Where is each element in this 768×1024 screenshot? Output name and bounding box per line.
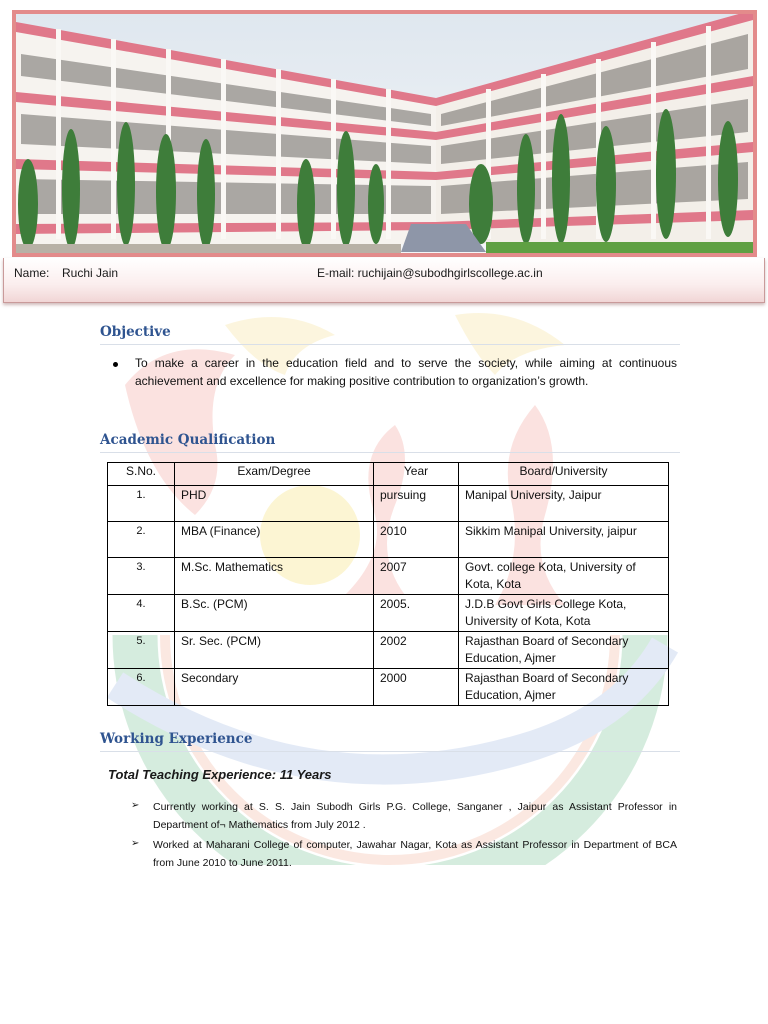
cell-sno: 6. [108, 669, 175, 706]
table-row [108, 669, 669, 706]
column-header-exam: Exam/Degree [175, 463, 374, 486]
cell-board: Manipal University, Jaipur [459, 486, 669, 522]
email-address: E-mail: ruchijain@subodhgirlscollege.ac.in [317, 266, 543, 280]
objective-text: To make a career in the education field and to serve the society, while aiming at continuous achievement and excellence for making positive contribution to organization’s growth. [135, 356, 677, 388]
cell-exam: MBA (Finance) [175, 522, 374, 558]
column-header-board: Board/University [459, 463, 669, 486]
objective-heading: Objective [100, 324, 680, 345]
experience-item: Worked at Maharani College of computer, Jawahar Nagar, Kota as Assistant Professor in Department of BCA from June 2010 to June 2011. [153, 839, 677, 869]
contact-bar [3, 258, 765, 303]
college-building-photo [12, 10, 757, 257]
table-row [108, 558, 669, 595]
cell-board: J.D.B Govt Girls College Kota, University of Kota, Kota [459, 595, 669, 632]
cell-year: 2002 [374, 632, 459, 669]
building-illustration [16, 14, 753, 253]
cell-year: 2005. [374, 595, 459, 632]
table-row [108, 632, 669, 669]
cell-exam: B.Sc. (PCM) [175, 595, 374, 632]
cell-exam: PHD [175, 486, 374, 522]
cell-sno: 5. [108, 632, 175, 669]
cell-board: Rajasthan Board of Secondary Education, Ajmer [459, 669, 669, 706]
cell-year: pursuing [374, 486, 459, 522]
cell-exam: M.Sc. Mathematics [175, 558, 374, 595]
experience-item: Currently working at S. S. Jain Subodh Girls P.G. College, Sanganer , Jaipur as Assistant Professor in Department of¬ Mathematics from July 2012 . [153, 801, 677, 831]
name-label: Name: [14, 266, 50, 280]
cell-year: 2007 [374, 558, 459, 595]
cell-exam: Secondary [175, 669, 374, 706]
cell-year: 2010 [374, 522, 459, 558]
cell-sno: 4. [108, 595, 175, 632]
cell-board: Govt. college Kota, University of Kota, Kota [459, 558, 669, 595]
table-row [108, 486, 669, 522]
cell-sno: 3. [108, 558, 175, 595]
qualification-table [107, 462, 669, 706]
bullet-icon [113, 362, 118, 367]
cell-year: 2000 [374, 669, 459, 706]
cell-exam: Sr. Sec. (PCM) [175, 632, 374, 669]
total-experience: Total Teaching Experience: 11 Years [108, 767, 332, 782]
name-value: Ruchi Jain [62, 266, 119, 280]
table-row [108, 595, 669, 632]
table-row [108, 522, 669, 558]
arrow-bullet-icon: ➢ [131, 800, 140, 811]
cell-sno: 1. [108, 486, 175, 522]
cell-board: Rajasthan Board of Secondary Education, Ajmer [459, 632, 669, 669]
academic-heading: Academic Qualification [100, 432, 680, 453]
table-header-row [108, 463, 669, 486]
cell-sno: 2. [108, 522, 175, 558]
cell-board: Sikkim Manipal University, jaipur [459, 522, 669, 558]
column-header-year: Year [374, 463, 459, 486]
experience-heading: Working Experience [100, 731, 680, 752]
column-header-sno: S.No. [108, 463, 175, 486]
arrow-bullet-icon: ➢ [131, 838, 140, 849]
